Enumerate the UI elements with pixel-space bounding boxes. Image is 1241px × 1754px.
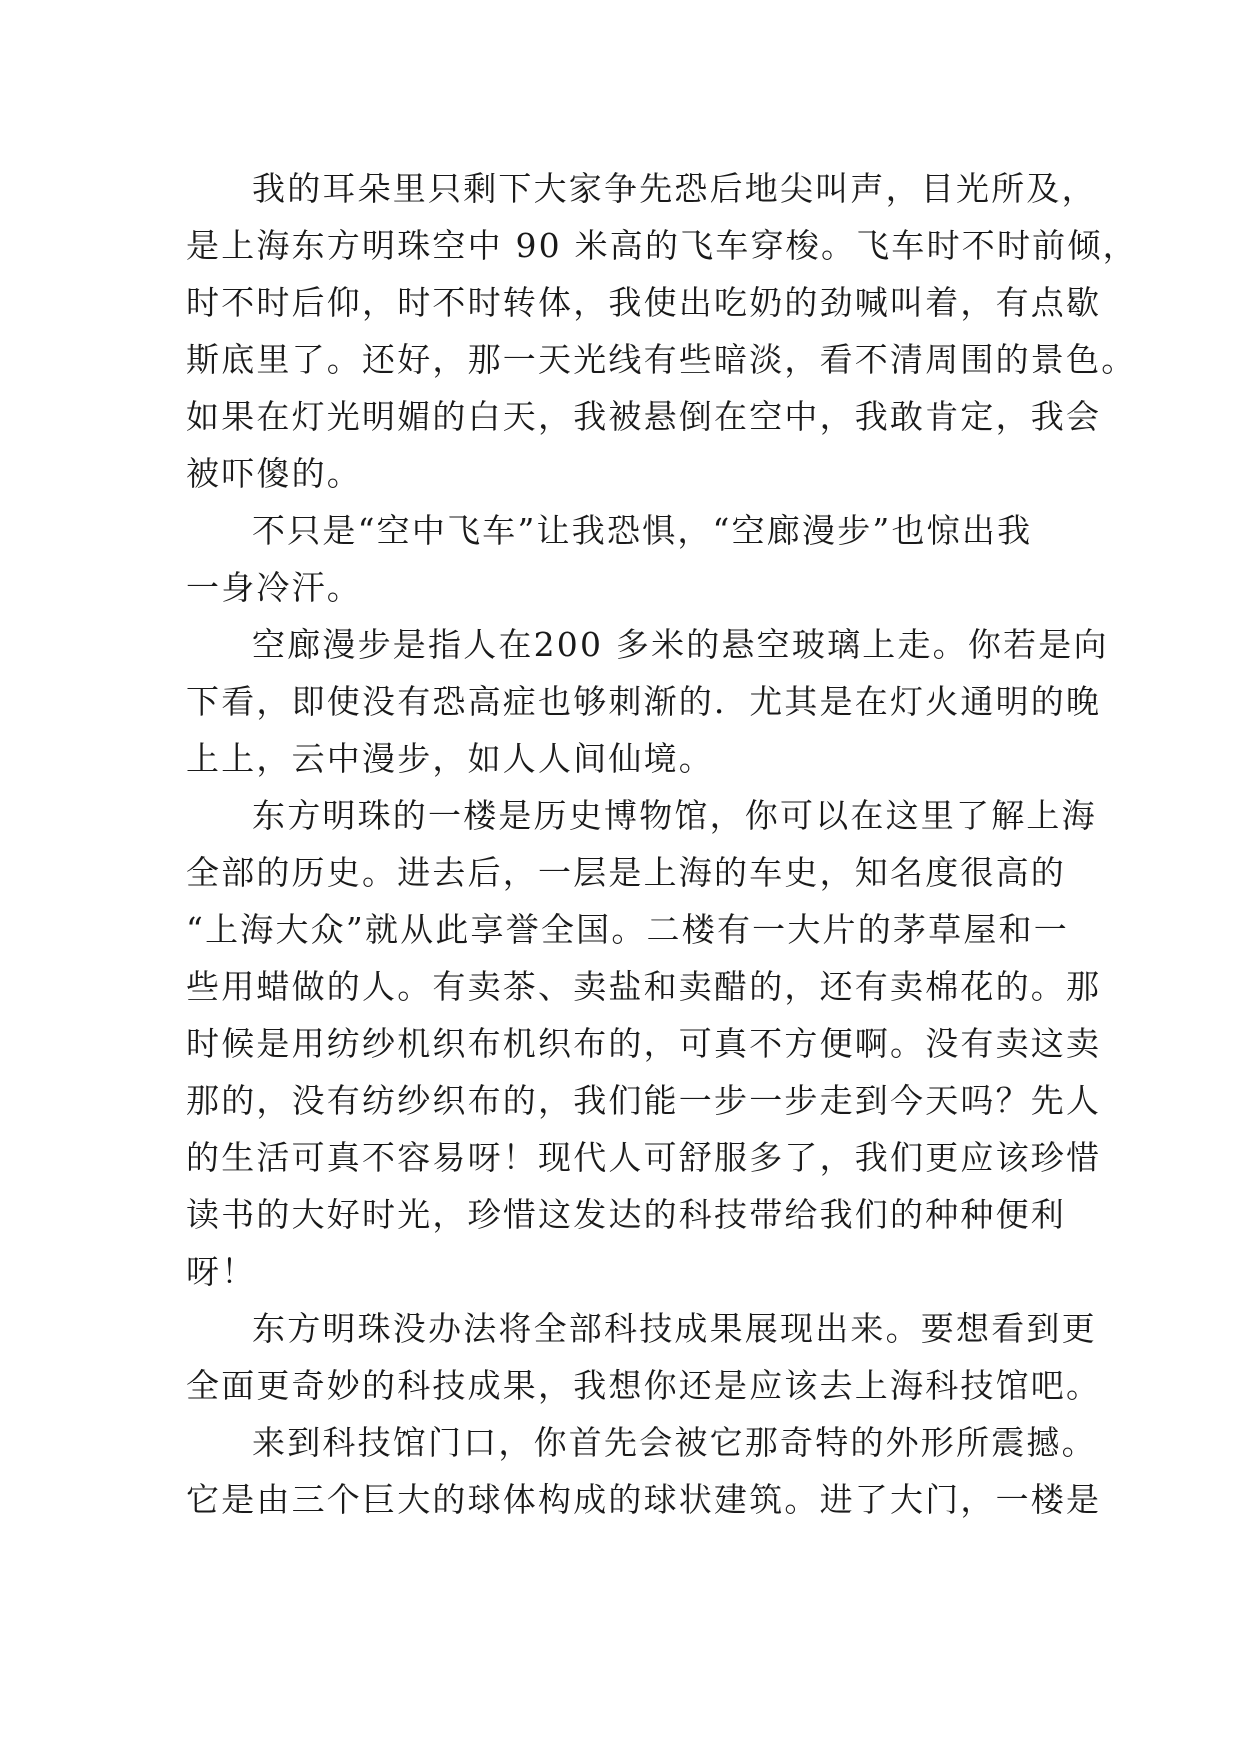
text-line: 时候是用纺纱机织布机织布的，可真不方便啊。没有卖这卖 <box>186 1024 1102 1063</box>
text-line: 呀！ <box>186 1252 257 1291</box>
text-line: 它是由三个巨大的球体构成的球状建筑。进了大门，一楼是 <box>186 1480 1102 1519</box>
paragraph-science-museum <box>186 1414 1102 1528</box>
paragraph-sky-walk <box>186 616 1109 787</box>
text-line: 不只是“空中飞车”让我恐惧，“空廊漫步”也惊出我 <box>252 511 1033 550</box>
text-line: 些用蜡做的人。有卖茶、卖盐和卖醋的，还有卖棉花的。那 <box>186 967 1102 1006</box>
text-line: 斯底里了。还好，那一天光线有些暗淡，看不清周围的景色。 <box>186 340 1137 379</box>
paragraph-science-museum-intro <box>186 1300 1102 1414</box>
text-line: 东方明珠的一楼是历史博物馆，你可以在这里了解上海 <box>252 796 1097 835</box>
body-text <box>186 160 1138 1528</box>
text-line: 空廊漫步是指人在200 多米的悬空玻璃上走。你若是向 <box>252 625 1109 664</box>
paragraph-sky-walk-intro <box>186 502 1064 616</box>
text-line: 一身冷汗。 <box>186 568 362 607</box>
text-line: 如果在灯光明媚的白天，我被悬倒在空中，我敢肯定，我会 <box>186 397 1102 436</box>
paragraph-flying-car <box>186 160 1138 502</box>
text-line: 下看，即使没有恐高症也够刺渐的．尤其是在灯火通明的晚 <box>186 682 1102 721</box>
text-line: “上海大众”就从此享誉全国。二楼有一大片的茅草屋和一 <box>186 910 1069 949</box>
text-line: 上上，云中漫步，如人人间仙境。 <box>186 739 714 778</box>
text-line: 时不时后仰，时不时转体，我使出吃奶的劲喊叫着，有点歇 <box>186 283 1102 322</box>
text-line: 全部的历史。进去后，一层是上海的车史，知名度很高的 <box>186 853 1066 892</box>
text-line: 被吓傻的。 <box>186 454 362 493</box>
text-line: 东方明珠没办法将全部科技成果展现出来。要想看到更 <box>252 1309 1097 1348</box>
text-line: 读书的大好时光，珍惜这发达的科技带给我们的种种便利 <box>186 1195 1066 1234</box>
text-line: 我的耳朵里只剩下大家争先恐后地尖叫声，目光所及， <box>252 169 1097 208</box>
text-line: 来到科技馆门口，你首先会被它那奇特的外形所震撼。 <box>252 1423 1097 1462</box>
text-line: 是上海东方明珠空中 90 米高的飞车穿梭。飞车时不时前倾， <box>186 226 1138 265</box>
text-line: 的生活可真不容易呀！现代人可舒服多了，我们更应该珍惜 <box>186 1138 1102 1177</box>
text-line: 全面更奇妙的科技成果，我想你还是应该去上海科技馆吧。 <box>186 1366 1102 1405</box>
text-line: 那的，没有纺纱织布的，我们能一步一步走到今天吗？先人 <box>186 1081 1102 1120</box>
paragraph-history-museum <box>186 787 1102 1300</box>
